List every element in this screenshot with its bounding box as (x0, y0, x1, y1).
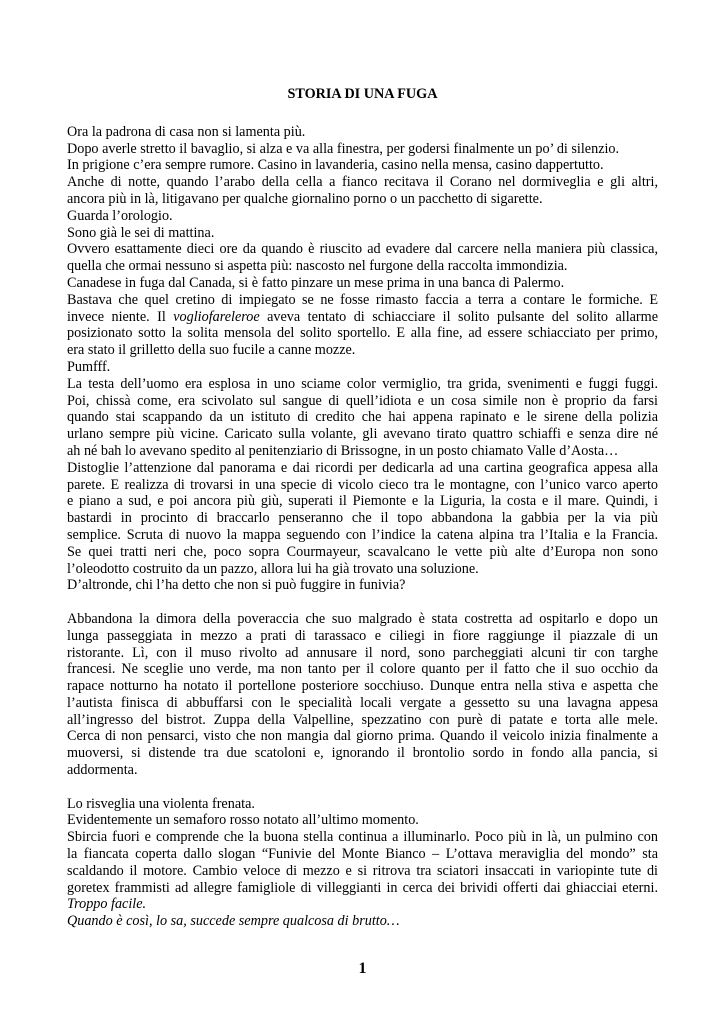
text-line (67, 896, 658, 913)
text-line: posizionato sotto la solita mensola del solito sportello. E alla fine, ad essere schiacciato per primo, (67, 325, 658, 342)
text-line (67, 913, 658, 930)
italic-text: vogliofareleroe (173, 308, 260, 325)
text-line: ancora più in là, litigavano per qualche giornalino porno o un pacchetto di sigarette. (67, 190, 543, 207)
text-line: invece niente. Il vogliofareleroe aveva tentato di schiacciare il solito pulsante del solito allarme (67, 308, 658, 325)
text-line: Se quei tratti neri che, poco sopra Courmayeur, scavalcano le vette più alte d’Europa non sono (67, 543, 658, 560)
text-line: l’oleodotto costruito da un pazzo, allora lui ha già trovato una soluzione. (67, 560, 479, 577)
paragraph (67, 796, 658, 930)
page-number: 1 (358, 960, 367, 977)
text-line: scaldando il motore. Cambio veloce di mezzo e si ritrova tra sciatori insaccati in variopinte tute di (67, 862, 658, 879)
text-line: goretex frammisti ad allegre famigliole di villeggianti in cerca dei brividi offerti dai ghiacciai eterni. (67, 879, 658, 896)
text-line: Canadese in fuga dal Canada, si è fatto pinzare un mese prima in una banca di Palermo. (67, 274, 565, 291)
text-line: ah né bah lo avevano spedito al penitenziario di Brissogne, in un posto chiamato Valle d’Aosta… (67, 442, 619, 459)
text-line: lunga passeggiata in mezzo a prati di tarassaco e ciliegi in fiore raggiunge il piazzale di un (67, 627, 658, 644)
document-page (67, 86, 658, 930)
text-line: Ovvero esattamente dieci ore da quando è riuscito ad evadere dal carcere nella maniera più classica, (67, 241, 658, 258)
text-line: francesi. Ne sceglie uno verde, ma non tanto per il colore quanto per il fatto che il suo occhio da (67, 661, 658, 678)
text-line: all’ingresso del bistrot. Zuppa della Valpelline, spezzatino con purè di patate e torta alle mele. (67, 711, 658, 728)
text-line: e piano a sud, e poi ancora più giù, superati il Piemonte e la Liguria, la costa e il mare. Quindi, i (67, 493, 658, 510)
text-line: La testa dell’uomo era esplosa in uno sciame color vermiglio, tra grida, svenimenti e fuggi fuggi. (67, 375, 658, 392)
italic-text: Troppo facile. (67, 896, 147, 913)
text-line: Evidentemente un semaforo rosso notato all’ultimo momento. (67, 812, 419, 829)
text-line: Guarda l’orologio. (67, 207, 173, 224)
text-line: ristorante. Lì, con il muso rivolto ad annusare il nord, sono parcheggiati alcuni tir con targhe (67, 644, 658, 661)
text-line: urlano sempre più vicine. Caricato sulla volante, gli avevano tirato quattro schiaffi e senza dire né (67, 426, 658, 443)
text-line: Ora la padrona di casa non si lamenta più. (67, 123, 306, 140)
italic-text: Quando è così, lo sa, succede sempre qualcosa di brutto… (67, 913, 400, 930)
text-line: addormenta. (67, 762, 138, 779)
text-line: bastardi in procinto di braccarlo penseranno che il topo abbandona la gabbia per la via più (67, 510, 658, 527)
text-line: muoversi, si distende tra due scatoloni e, ignorando il brontolio sordo in fondo alla pancia, si (67, 745, 658, 762)
text-line: Cerca di non pensarci, visto che non mangia dal giorno prima. Quando il veicolo inizia finalmente a (67, 728, 658, 745)
paragraph (67, 611, 658, 779)
text-line: Bastava che quel cretino di impiegato se ne fosse rimasto faccia a terra a contare le formiche. E (67, 291, 658, 308)
text-line: l’autista finisca di abbuffarsi con le specialità locali vergate a gessetto su una lavagna appesa (67, 694, 658, 711)
text-line: quando stai scappando da un istituto di credito che hai appena rapinato e le sirene della polizia (67, 409, 658, 426)
paragraph-gap (67, 594, 658, 611)
text-line: parete. E realizza di trovarsi in una specie di vicolo cieco tra le montagne, con l’unico varco aperto (67, 476, 658, 493)
text-line: Poi, chissà come, era scivolato sul sangue di quell’idiota e un cosa simile non è proprio da farsi (67, 392, 658, 409)
text-line: quella che ormai nessuno si aspetta più: nascosto nel furgone della raccolta immondizia. (67, 258, 568, 275)
text-line: la fiancata coperta dallo slogan “Funivie del Monte Bianco – L’ottava meraviglia del mondo” sta (67, 846, 658, 863)
text-line: Lo risveglia una violenta frenata. (67, 795, 255, 812)
text-line: In prigione c’era sempre rumore. Casino in lavanderia, casino nella mensa, casino dappertutto. (67, 157, 604, 174)
text-line: era stato il grilletto della suo fucile a canne mozze. (67, 342, 356, 359)
text-line: Sbircia fuori e comprende che la buona stella continua a illuminarlo. Poco più in là, un pulmino con (67, 829, 658, 846)
text-line: semplice. Scruta di nuovo la mappa seguendo con l’indice la catena alpina tra l’Italia e la Francia. (67, 526, 658, 543)
text-line: Sono già le sei di mattina. (67, 224, 215, 241)
document-body (67, 124, 658, 930)
text-line: Anche di notte, quando l’arabo della cella a fianco recitava il Corano nel dormiveglia e gli altri, (67, 174, 658, 191)
text-line: rapace notturno ha notato il portellone posteriore socchiuso. Dunque entra nella stiva e aspetta che (67, 678, 658, 695)
paragraph-gap (67, 779, 658, 796)
text-line: Dopo averle stretto il bavaglio, si alza e va alla finestra, per godersi finalmente un po’ di silenzio. (67, 140, 620, 157)
paragraph (67, 124, 658, 594)
text-line: Distoglie l’attenzione dal panorama e dai ricordi per dedicarla ad una cartina geografica appesa alla (67, 459, 658, 476)
text-line: Abbandona la dimora della poveraccia che suo malgrado è stata costretta ad ospitarlo e dopo un (67, 610, 658, 627)
document-title: STORIA DI UNA FUGA (287, 86, 438, 102)
text-line: D’altronde, chi l’ha detto che non si può fuggire in funivia? (67, 577, 406, 594)
text-line: Pumfff. (67, 358, 111, 375)
